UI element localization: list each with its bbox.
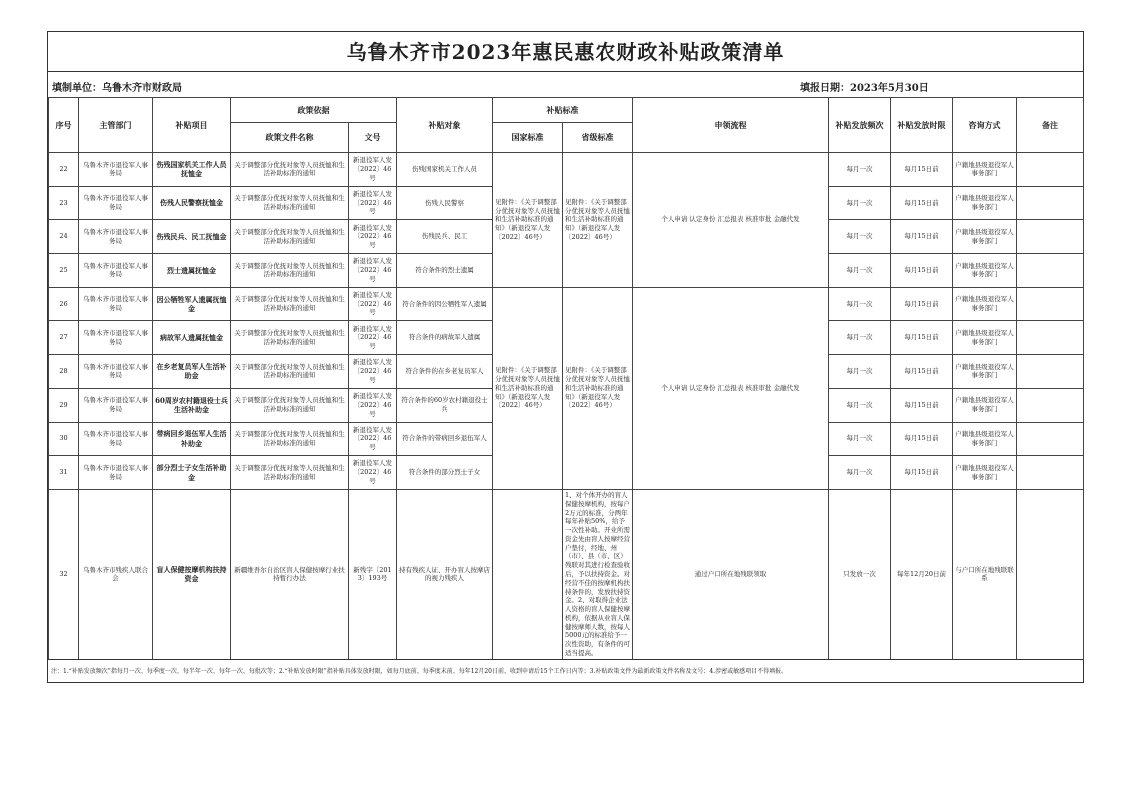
row-policy-file: 关于调整部分优抚对象等人员抚恤和生活补助标准的通知 <box>231 456 349 490</box>
row-remark <box>1017 321 1084 355</box>
header-provincial: 省级标准 <box>563 123 633 153</box>
header-time: 补贴发放时限 <box>891 98 953 153</box>
row-dept: 乌鲁木齐市退役军人事务局 <box>79 456 153 490</box>
row-target: 符合条件的部分烈士子女 <box>397 456 493 490</box>
row-remark <box>1017 489 1084 659</box>
row-seq: 32 <box>49 489 79 659</box>
header-target: 补贴对象 <box>397 98 493 153</box>
row-time: 每月15日前 <box>891 220 953 254</box>
row-target: 符合条件的带病回乡退伍军人 <box>397 422 493 456</box>
row-policy-file: 关于调整部分优抚对象等人员抚恤和生活补助标准的通知 <box>231 388 349 422</box>
row-policy-file: 关于调整部分优抚对象等人员抚恤和生活补助标准的通知 <box>231 321 349 355</box>
row-item: 病故军人遗属抚恤金 <box>153 321 231 355</box>
row-seq: 31 <box>49 456 79 490</box>
application-process: 个人申请 认定身份 汇总报表 核准审批 金融代发 <box>633 287 829 489</box>
row-dept: 乌鲁木齐市退役军人事务局 <box>79 220 153 254</box>
row-freq: 每月一次 <box>829 287 891 321</box>
row-doc-no: 新退役军人发〔2022〕46号 <box>349 321 397 355</box>
row-time: 每月15日前 <box>891 456 953 490</box>
row-item: 带病回乡退伍军人生活补助金 <box>153 422 231 456</box>
national-standard: 见附件：《关于调整部分优抚对象等人员抚恤和生活补助标准的通知》（新退役军人发〔2022〕46号） <box>493 153 563 288</box>
row-remark <box>1017 254 1084 288</box>
row-target: 符合条件的病故军人遗属 <box>397 321 493 355</box>
row-item: 伤残国家机关工作人员抚恤金 <box>153 153 231 187</box>
row-freq: 每月一次 <box>829 220 891 254</box>
row-time: 每年12月20日前 <box>891 489 953 659</box>
row-doc-no: 新退役军人发〔2022〕46号 <box>349 355 397 389</box>
row-seq: 28 <box>49 355 79 389</box>
row-target: 伤残民兵、民工 <box>397 220 493 254</box>
row-consult: 与户口所在地残联联系 <box>953 489 1017 659</box>
row-item: 因公牺牲军人遗属抚恤金 <box>153 287 231 321</box>
row-seq: 24 <box>49 220 79 254</box>
provincial-standard: 1、对个体开办的盲人保健按摩机构，按每户2万元的标准，分两年每年补贴50%，给予一次性补助。开业所需资金先由盲人按摩经营户垫付，经地、州（市）、县（市、区）残联对其进行检查验收后，予以扶持资金。对经营不佳的按摩机构扶持条件的，发放扶持资金。2、对取得企业法人资格的盲人保健按摩机构，依据从业盲人保健按摩师人数，按每人5000元的标准给予一次性资助，有条件的可适当提高。 <box>563 489 633 659</box>
application-process: 通过户口所在地残联领取 <box>633 489 829 659</box>
row-doc-no: 新残字〔2013〕193号 <box>349 489 397 659</box>
row-seq: 22 <box>49 153 79 187</box>
header-freq: 补贴发放频次 <box>829 98 891 153</box>
row-time: 每月15日前 <box>891 321 953 355</box>
row-consult: 户籍地县级退役军人事务部门 <box>953 422 1017 456</box>
row-time: 每月15日前 <box>891 186 953 220</box>
row-freq: 每月一次 <box>829 186 891 220</box>
row-freq: 只发放一次 <box>829 489 891 659</box>
header-doc-no: 文号 <box>349 123 397 153</box>
row-remark <box>1017 388 1084 422</box>
row-remark <box>1017 153 1084 187</box>
header-policy-basis: 政策依据 <box>231 98 397 123</box>
row-seq: 25 <box>49 254 79 288</box>
row-item: 在乡老复员军人生活补助金 <box>153 355 231 389</box>
application-process: 个人申请 认定身份 汇总报表 核准审批 金融代发 <box>633 153 829 288</box>
row-doc-no: 新退役军人发〔2022〕46号 <box>349 388 397 422</box>
row-consult: 户籍地县级退役军人事务部门 <box>953 287 1017 321</box>
row-policy-file: 关于调整部分优抚对象等人员抚恤和生活补助标准的通知 <box>231 186 349 220</box>
row-item: 伤残民兵、民工抚恤金 <box>153 220 231 254</box>
row-dept: 乌鲁木齐市退役军人事务局 <box>79 388 153 422</box>
row-seq: 27 <box>49 321 79 355</box>
row-dept: 乌鲁木齐市残疾人联合会 <box>79 489 153 659</box>
row-consult: 户籍地县级退役军人事务部门 <box>953 153 1017 187</box>
row-policy-file: 关于调整部分优抚对象等人员抚恤和生活补助标准的通知 <box>231 355 349 389</box>
fill-unit: 填制单位：乌鲁木齐市财政局 <box>52 83 182 94</box>
row-remark <box>1017 456 1084 490</box>
row-time: 每月15日前 <box>891 153 953 187</box>
row-doc-no: 新退役军人发〔2022〕46号 <box>349 456 397 490</box>
row-time: 每月15日前 <box>891 287 953 321</box>
header-item: 补贴项目 <box>153 98 231 153</box>
row-doc-no: 新退役军人发〔2022〕46号 <box>349 254 397 288</box>
row-doc-no: 新退役军人发〔2022〕46号 <box>349 287 397 321</box>
row-doc-no: 新退役军人发〔2022〕46号 <box>349 422 397 456</box>
national-standard: 见附件：《关于调整部分优抚对象等人员抚恤和生活补助标准的通知》（新退役军人发〔2022〕46号） <box>493 287 563 489</box>
row-seq: 29 <box>49 388 79 422</box>
row-policy-file: 新疆维吾尔自治区盲人保健按摩行业扶持暂行办法 <box>231 489 349 659</box>
row-policy-file: 关于调整部分优抚对象等人员抚恤和生活补助标准的通知 <box>231 153 349 187</box>
row-dept: 乌鲁木齐市退役军人事务局 <box>79 422 153 456</box>
row-time: 每月15日前 <box>891 355 953 389</box>
row-consult: 户籍地县级退役军人事务部门 <box>953 456 1017 490</box>
provincial-standard: 见附件：《关于调整部分优抚对象等人员抚恤和生活补助标准的通知》（新退役军人发〔2022〕46号） <box>563 287 633 489</box>
row-seq: 30 <box>49 422 79 456</box>
row-remark <box>1017 287 1084 321</box>
row-target: 伤残国家机关工作人员 <box>397 153 493 187</box>
row-consult: 户籍地县级退役军人事务部门 <box>953 355 1017 389</box>
provincial-standard: 见附件：《关于调整部分优抚对象等人员抚恤和生活补助标准的通知》（新退役军人发〔2022〕46号） <box>563 153 633 288</box>
row-time: 每月15日前 <box>891 388 953 422</box>
row-target: 持有残疾人证、开办盲人按摩店的视力残疾人 <box>397 489 493 659</box>
row-time: 每月15日前 <box>891 422 953 456</box>
row-policy-file: 关于调整部分优抚对象等人员抚恤和生活补助标准的通知 <box>231 220 349 254</box>
row-consult: 户籍地县级退役军人事务部门 <box>953 220 1017 254</box>
row-target: 符合条件的60岁农村籍退役士兵 <box>397 388 493 422</box>
header-remarks: 备注 <box>1017 98 1084 153</box>
row-dept: 乌鲁木齐市退役军人事务局 <box>79 287 153 321</box>
row-item: 伤残人民警察抚恤金 <box>153 186 231 220</box>
row-freq: 每月一次 <box>829 422 891 456</box>
header-seq: 序号 <box>49 98 79 153</box>
subheader <box>48 72 1083 97</box>
row-remark <box>1017 422 1084 456</box>
row-doc-no: 新退役军人发〔2022〕46号 <box>349 186 397 220</box>
row-target: 伤残人民警察 <box>397 186 493 220</box>
header-policy-file: 政策文件名称 <box>231 123 349 153</box>
row-target: 符合条件的在乡老复员军人 <box>397 355 493 389</box>
row-target: 符合条件的烈士遗属 <box>397 254 493 288</box>
row-policy-file: 关于调整部分优抚对象等人员抚恤和生活补助标准的通知 <box>231 422 349 456</box>
row-freq: 每月一次 <box>829 254 891 288</box>
row-freq: 每月一次 <box>829 153 891 187</box>
row-consult: 户籍地县级退役军人事务部门 <box>953 254 1017 288</box>
row-freq: 每月一次 <box>829 321 891 355</box>
national-standard <box>493 489 563 659</box>
header-standard: 补贴标准 <box>493 98 633 123</box>
report-date: 填报日期：2023年5月30日 <box>800 83 929 94</box>
row-item: 烈士遗属抚恤金 <box>153 254 231 288</box>
row-consult: 户籍地县级退役军人事务部门 <box>953 186 1017 220</box>
policy-sheet <box>47 31 1084 683</box>
row-dept: 乌鲁木齐市退役军人事务局 <box>79 254 153 288</box>
row-time: 每月15日前 <box>891 254 953 288</box>
document-title: 乌鲁木齐市2023年惠民惠农财政补贴政策清单 <box>48 32 1083 72</box>
header-dept: 主管部门 <box>79 98 153 153</box>
subsidy-table <box>48 97 1084 660</box>
row-target: 符合条件的因公牺牲军人遗属 <box>397 287 493 321</box>
row-seq: 23 <box>49 186 79 220</box>
row-consult: 户籍地县级退役军人事务部门 <box>953 321 1017 355</box>
row-freq: 每月一次 <box>829 388 891 422</box>
row-dept: 乌鲁木齐市退役军人事务局 <box>79 186 153 220</box>
row-item: 60周岁农村籍退役士兵生活补助金 <box>153 388 231 422</box>
header-process: 申领流程 <box>633 98 829 153</box>
row-consult: 户籍地县级退役军人事务部门 <box>953 388 1017 422</box>
row-freq: 每月一次 <box>829 456 891 490</box>
table-row <box>49 287 1084 321</box>
row-dept: 乌鲁木齐市退役军人事务局 <box>79 321 153 355</box>
header-national: 国家标准 <box>493 123 563 153</box>
row-freq: 每月一次 <box>829 355 891 389</box>
table-row <box>49 489 1084 659</box>
row-doc-no: 新退役军人发〔2022〕46号 <box>349 220 397 254</box>
row-policy-file: 关于调整部分优抚对象等人员抚恤和生活补助标准的通知 <box>231 287 349 321</box>
row-dept: 乌鲁木齐市退役军人事务局 <box>79 355 153 389</box>
row-seq: 26 <box>49 287 79 321</box>
row-remark <box>1017 220 1084 254</box>
row-remark <box>1017 186 1084 220</box>
row-remark <box>1017 355 1084 389</box>
footnote: 注：1.“补贴发放频次”指每月一次、每季度一次、每半年一次、每年一次、每批次等；2.“补贴发放时限”指补贴具体发放时限，如每月底前、每季度末前、每年12月20日前、收到申请后15个工作日内等；3.补贴政策文件为最新政策文件名称及文号；4.涉密或敏感项目不得填报。 <box>48 659 1083 682</box>
header-consult: 咨询方式 <box>953 98 1017 153</box>
row-item: 盲人保健按摩机构扶持资金 <box>153 489 231 659</box>
row-doc-no: 新退役军人发〔2022〕46号 <box>349 153 397 187</box>
table-row <box>49 153 1084 187</box>
row-dept: 乌鲁木齐市退役军人事务局 <box>79 153 153 187</box>
row-policy-file: 关于调整部分优抚对象等人员抚恤和生活补助标准的通知 <box>231 254 349 288</box>
row-item: 部分烈士子女生活补助金 <box>153 456 231 490</box>
